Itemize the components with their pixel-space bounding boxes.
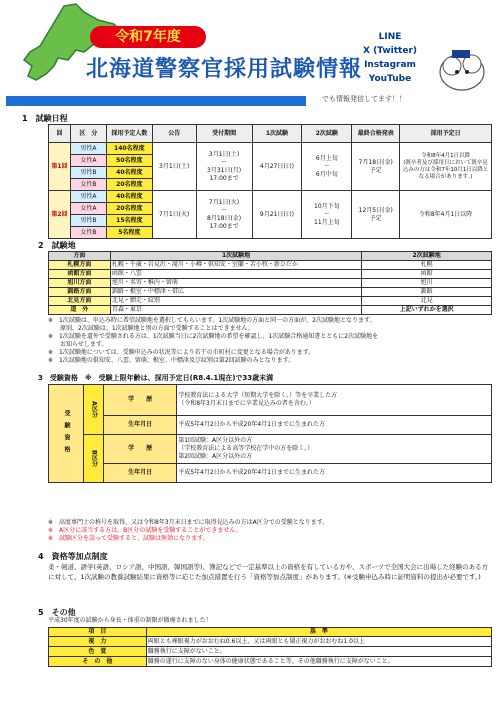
eligibility-side: 受験資格	[49, 385, 84, 483]
sns-note: でも情報発信してます！！	[322, 95, 406, 103]
num-cell: 40名程度	[106, 191, 152, 203]
area-cell: 旭川方面	[49, 279, 111, 288]
venue1-cell: 北見・網走・紋別	[110, 297, 361, 306]
exam2-cell: 6月上旬 ～ 6月中旬	[302, 143, 352, 191]
cat-cell: 女性A	[70, 155, 106, 167]
col-notice: 公告	[152, 125, 196, 143]
section-3-heading: 3 受験資格 ※ 受験上限年齢は、採用予定日(R8.4.1現在)で33歳未満	[38, 374, 274, 382]
item-cell: そ の 他	[49, 657, 147, 667]
cat-cell: 男性B	[70, 215, 106, 227]
item-cell: 色 覚	[49, 647, 147, 657]
venue2-cell: 釧路	[362, 288, 492, 297]
cat-cell: 女性B	[70, 179, 106, 191]
venue1-cell: 函館・八雲	[110, 270, 361, 279]
venue-notes	[48, 317, 378, 365]
col-planned: 採用予定人数	[106, 125, 152, 143]
num-cell: 50名程度	[106, 155, 152, 167]
note-line: ※ 高度専門士の称号を取得、又は令和8年3月末日までに取得見込みの方はA区分での受験となります。	[48, 519, 329, 526]
num-cell: 140名程度	[106, 143, 152, 155]
sns-line[interactable]: LINE	[378, 32, 402, 42]
note-line: ※ 1次試験地の倶知安、八雲、留萌、根室、中標津及び紋別は第2回試験のみとなります。	[48, 357, 295, 364]
col-final: 最終合格発表	[352, 125, 400, 143]
cat-cell: 女性A	[70, 203, 106, 215]
area-cell: 道 外	[49, 306, 111, 315]
col-category: 区 分	[70, 125, 106, 143]
schedule-table	[48, 124, 492, 239]
page-title: 北海道警察官採用試験情報	[86, 57, 363, 82]
header	[0, 0, 501, 112]
a-birth-cell: 平成5年4月2日から平成20年4月1日までに生まれた方	[177, 416, 492, 435]
col-standard: 基 準	[146, 628, 491, 637]
final-cell: 12月5日(金) 予定	[352, 191, 400, 239]
section-5-heading: 5 その他	[38, 608, 76, 617]
num-cell: 15名程度	[106, 215, 152, 227]
venue2-cell: 札幌	[362, 261, 492, 270]
num-cell: 20名程度	[106, 179, 152, 191]
a-edu-label: 学 歴	[103, 385, 176, 416]
cat-cell: 男性A	[70, 191, 106, 203]
note-line: ※ 1次試験地については、受験申込みの状況等により若干の市町村に変更となる場合があります。	[48, 349, 315, 356]
col-venue1: 1次試験地	[110, 252, 361, 261]
note-line-red: ※ A区分に該当する方は、B区分の試験を受験することができません。	[48, 527, 242, 534]
standard-cell: 職務執行に支障がないこと。	[146, 647, 491, 657]
num-cell: 40名程度	[106, 167, 152, 179]
note-line: 原則、2次試験は、1次試験地と別の方面で受験することはできません。	[48, 325, 254, 332]
final-cell: 7月18日(金) 予定	[352, 143, 400, 191]
section-2-heading: 2 試験地	[38, 241, 76, 250]
venue2-cell: 旭川	[362, 279, 492, 288]
area-cell: 北見方面	[49, 297, 111, 306]
cat-cell: 男性B	[70, 167, 106, 179]
cat-cell: 女性B	[70, 227, 106, 239]
cat-cell: 男性A	[70, 143, 106, 155]
area-cell: 釧路方面	[49, 288, 111, 297]
notice-cell: 7月1日(火)	[152, 191, 196, 239]
eligibility-table	[48, 384, 492, 483]
venue1-cell: 青森・東京	[110, 306, 361, 315]
period-cell: 7月1日(火) ～ 8月18日(金) 17:00まで	[196, 191, 252, 239]
venue-table	[48, 251, 492, 315]
round-2-label: 第2回	[49, 191, 71, 239]
col-venue2: 2次試験地	[362, 252, 492, 261]
venue2-cell: 函館	[362, 270, 492, 279]
b-label: B区分	[84, 435, 104, 483]
section-1-heading: 1 試験日程	[22, 114, 68, 123]
b-edu-cell: 第1回試験：A区分以外の方 （学校教育法による高等学校在学中の方を除く。） 第2回試験：A区分以外の方	[177, 435, 492, 464]
note-line: ※ 1次試験は、申込み時に希望試験地を選択してもらいます。1次試験地の方面と同一の方面が、2次試験地となります。	[48, 317, 376, 324]
col-period: 受付期間	[196, 125, 252, 143]
standard-cell: 職務の遂行に支障のない身体の健康状態であること等、その他職務執行に支障がないこと。	[146, 657, 491, 667]
b-birth-cell: 平成5年4月2日から平成20年4月1日までに生まれた方	[177, 464, 492, 483]
venue1-cell: 札幌・千歳・岩見沢・滝川・小樽・倶知安・室蘭・苫小牧・新ひだか	[110, 261, 361, 270]
mascot-icon	[432, 42, 490, 94]
other-table	[48, 627, 492, 667]
area-cell: 函館方面	[49, 270, 111, 279]
b-edu-label: 学 歴	[103, 435, 176, 464]
sns-instagram[interactable]: Instagram	[364, 60, 416, 70]
col-item: 項 目	[49, 628, 147, 637]
year-badge: 令和7年度	[90, 26, 206, 48]
col-round: 回	[49, 125, 71, 143]
venue2-cell: 北見	[362, 297, 492, 306]
notice-cell: 3月1日(土)	[152, 143, 196, 191]
note-line: ※ 1次試験を道外で受験される方は、1次試験当日に2次試験地の希望を確認し、1次試験合格通知書とともに2次試験地を	[48, 333, 379, 340]
b-birth-label: 生年月日	[103, 464, 176, 483]
section-5-sub: 平成30年度の試験から身長・体重の制限が撤廃されました！	[48, 617, 212, 624]
standard-cell: 両眼とも裸眼視力がおおむね0.6以上、又は両眼とも矯正視力がおおむね1.0以上	[146, 637, 491, 647]
venue1-cell: 旭川・名寄・稚内・留萌	[110, 279, 361, 288]
header-stripe	[6, 96, 306, 106]
col-exam2: 2次試験	[302, 125, 352, 143]
period-cell: 3月1日(土) ～ 3月31日(月) 17:00まで	[196, 143, 252, 191]
venue1-cell: 釧路・根室・中標津・帯広	[110, 288, 361, 297]
a-label: A区分	[84, 385, 104, 435]
item-cell: 視 力	[49, 637, 147, 647]
exam2-cell: 10月下旬 ～ 11月上旬	[302, 191, 352, 239]
col-exam1: 1次試験	[252, 125, 302, 143]
sns-list	[334, 30, 446, 86]
col-area: 方面	[49, 252, 111, 261]
area-cell: 札幌方面	[49, 261, 111, 270]
num-cell: 5名程度	[106, 227, 152, 239]
round-1-label: 第1回	[49, 143, 71, 191]
a-birth-label: 生年月日	[103, 416, 176, 435]
note-line-red: ※ 試験区分を誤って受験すると、試験は無効になります。	[48, 535, 209, 542]
bonus-text: 柔・剣道、語学(英語、ロシア語、中国語、韓国語等)、簿記などで一定基準以上の資格を有している方や、スポーツで全国大会に出場した経験のある方に対して、1次試験の教養試験結果に資格等に応じた加点措置を行う「資格等加点制度」があります。(※受験申込み時に証明資料の提出が必要です。)	[48, 563, 489, 581]
exam1-cell: 9月21日(日)	[252, 191, 302, 239]
sns-youtube[interactable]: YouTube	[368, 74, 412, 84]
venue2-cell: 上記いずれかを選択	[362, 306, 492, 315]
hire-cell: 令和8年4月1日以降	[400, 191, 492, 239]
sns-x[interactable]: X (Twitter)	[363, 46, 417, 56]
hire-cell: 令和8年4月1日以降 (既卒者及び採用日において既卒見込みの方は令和7年10月1日以降となる場合があります。)	[400, 143, 492, 191]
eligibility-notes	[48, 519, 328, 543]
section-4-heading: 4 資格等加点制度	[38, 552, 108, 561]
a-edu-cell: 学校教育法による大学（短期大学を除く。）等を卒業した方 （令和8年3月末日までに卒業見込みの者を含む。）	[177, 385, 492, 416]
exam1-cell: 4月27日(日)	[252, 143, 302, 191]
num-cell: 20名程度	[106, 203, 152, 215]
note-line: お知らせします。	[48, 341, 108, 348]
col-hire: 採用予定日	[400, 125, 492, 143]
